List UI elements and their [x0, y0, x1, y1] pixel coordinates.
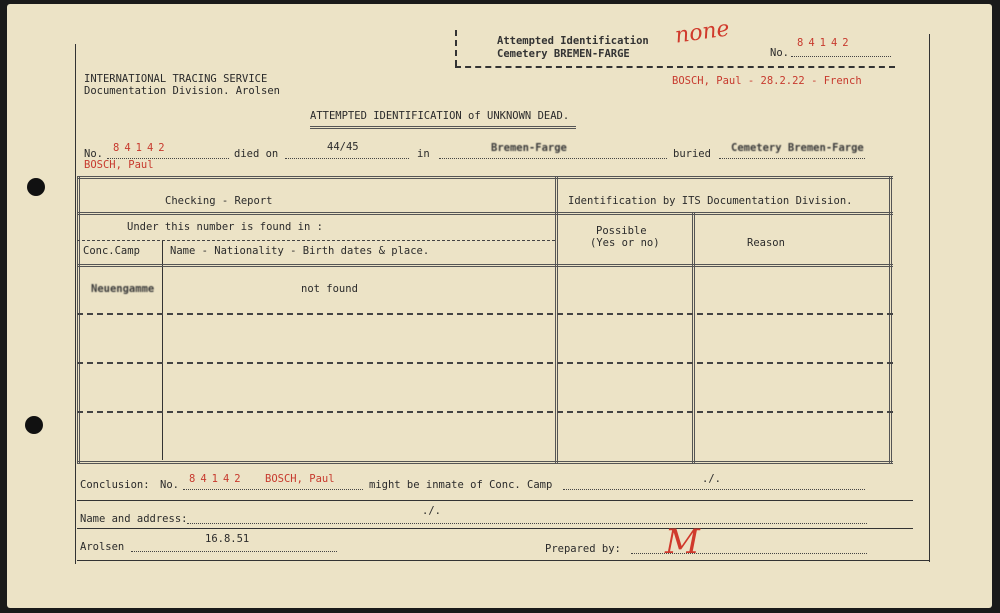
punch-hole-top [27, 178, 45, 196]
conclusion-no-value: 84142 [189, 473, 246, 485]
col-possible-sub: (Yes or no) [590, 237, 660, 249]
row1-camp: Neuengamme [91, 283, 155, 295]
table-row-rule-1 [77, 313, 893, 315]
signature: M [665, 522, 700, 562]
conclusion-camp-dots [563, 489, 865, 490]
title-underline [310, 126, 576, 129]
frame-right-line [929, 34, 930, 562]
stamp-no-label: No. [770, 47, 789, 59]
conclusion-no-dots [183, 489, 363, 490]
conclusion-name: BOSCH, Paul [265, 473, 335, 485]
conclusion-no-label: No. [160, 479, 179, 491]
col-possible-header: Possible [596, 225, 647, 237]
index-card [7, 4, 992, 608]
checking-report-header: Checking - Report [165, 195, 273, 207]
record-no-value: 84142 [113, 142, 170, 154]
in-dots [439, 158, 667, 159]
died-label: died on [234, 148, 279, 160]
name-address-value: ./. [422, 505, 441, 517]
org-line1: INTERNATIONAL TRACING SERVICE [84, 73, 268, 85]
col-camp-header: Conc.Camp [83, 245, 140, 257]
died-value: 44/45 [327, 141, 359, 153]
table-subheader-rule [77, 240, 555, 241]
org-line2: Documentation Division. Arolsen [84, 85, 280, 97]
col-reason-header: Reason [747, 237, 785, 249]
footer-place: Arolsen [80, 541, 125, 553]
conclusion-label: Conclusion: [80, 479, 150, 491]
name-address-rule [77, 528, 913, 529]
row1-name: not found [301, 283, 358, 295]
table-row-rule-3 [77, 411, 893, 413]
table-left-border [77, 176, 80, 464]
page-title: ATTEMPTED IDENTIFICATION of UNKNOWN DEAD. [310, 110, 570, 122]
in-value: Bremen-Farge [491, 142, 567, 154]
buried-dots [719, 158, 865, 159]
stamp-no-value: 84142 [797, 37, 854, 49]
stamp-line2: Cemetery BREMEN-FARGE [497, 48, 630, 60]
identification-header: Identification by ITS Documentation Division. [568, 195, 853, 207]
record-no-label: No. [84, 148, 103, 160]
in-label: in [417, 148, 430, 160]
under-number-label: Under this number is found in : [127, 221, 323, 233]
footer-rule [77, 560, 929, 561]
punch-hole-bottom [25, 416, 43, 434]
table-camp-divider [162, 240, 163, 460]
conclusion-text: might be inmate of Conc. Camp [369, 479, 553, 491]
person-header: BOSCH, Paul - 28.2.22 - French [672, 75, 862, 87]
table-columns-rule [77, 264, 893, 267]
table-possible-reason-divider [692, 212, 695, 464]
stamp-line1: Attempted Identification [497, 35, 649, 47]
table-row-rule-2 [77, 362, 893, 364]
footer-date-dots [131, 551, 337, 552]
prepared-by-label: Prepared by: [545, 543, 621, 555]
stamp-box-bottom [455, 66, 895, 68]
table-top-border [77, 176, 893, 179]
conclusion-rule [77, 500, 913, 501]
conclusion-value: ./. [702, 473, 721, 485]
name-address-dots [187, 523, 867, 524]
prepared-by-dots [631, 553, 867, 554]
record-name: BOSCH, Paul [84, 159, 154, 171]
frame-left-line [75, 44, 76, 564]
table-bottom-border [77, 461, 893, 464]
name-address-label: Name and address: [80, 513, 188, 525]
col-name-header: Name - Nationality - Birth dates & place. [170, 245, 430, 257]
table-right-border [889, 176, 892, 464]
table-center-divider [555, 176, 558, 464]
table-header-rule [77, 212, 893, 215]
stamp-no-dots [791, 56, 891, 57]
buried-value: Cemetery Bremen-Farge [731, 142, 864, 154]
died-dots [285, 158, 409, 159]
stamp-box-left [455, 30, 457, 66]
footer-date: 16.8.51 [205, 533, 250, 545]
buried-label: buried [673, 148, 711, 160]
handwritten-none: none [673, 16, 732, 49]
